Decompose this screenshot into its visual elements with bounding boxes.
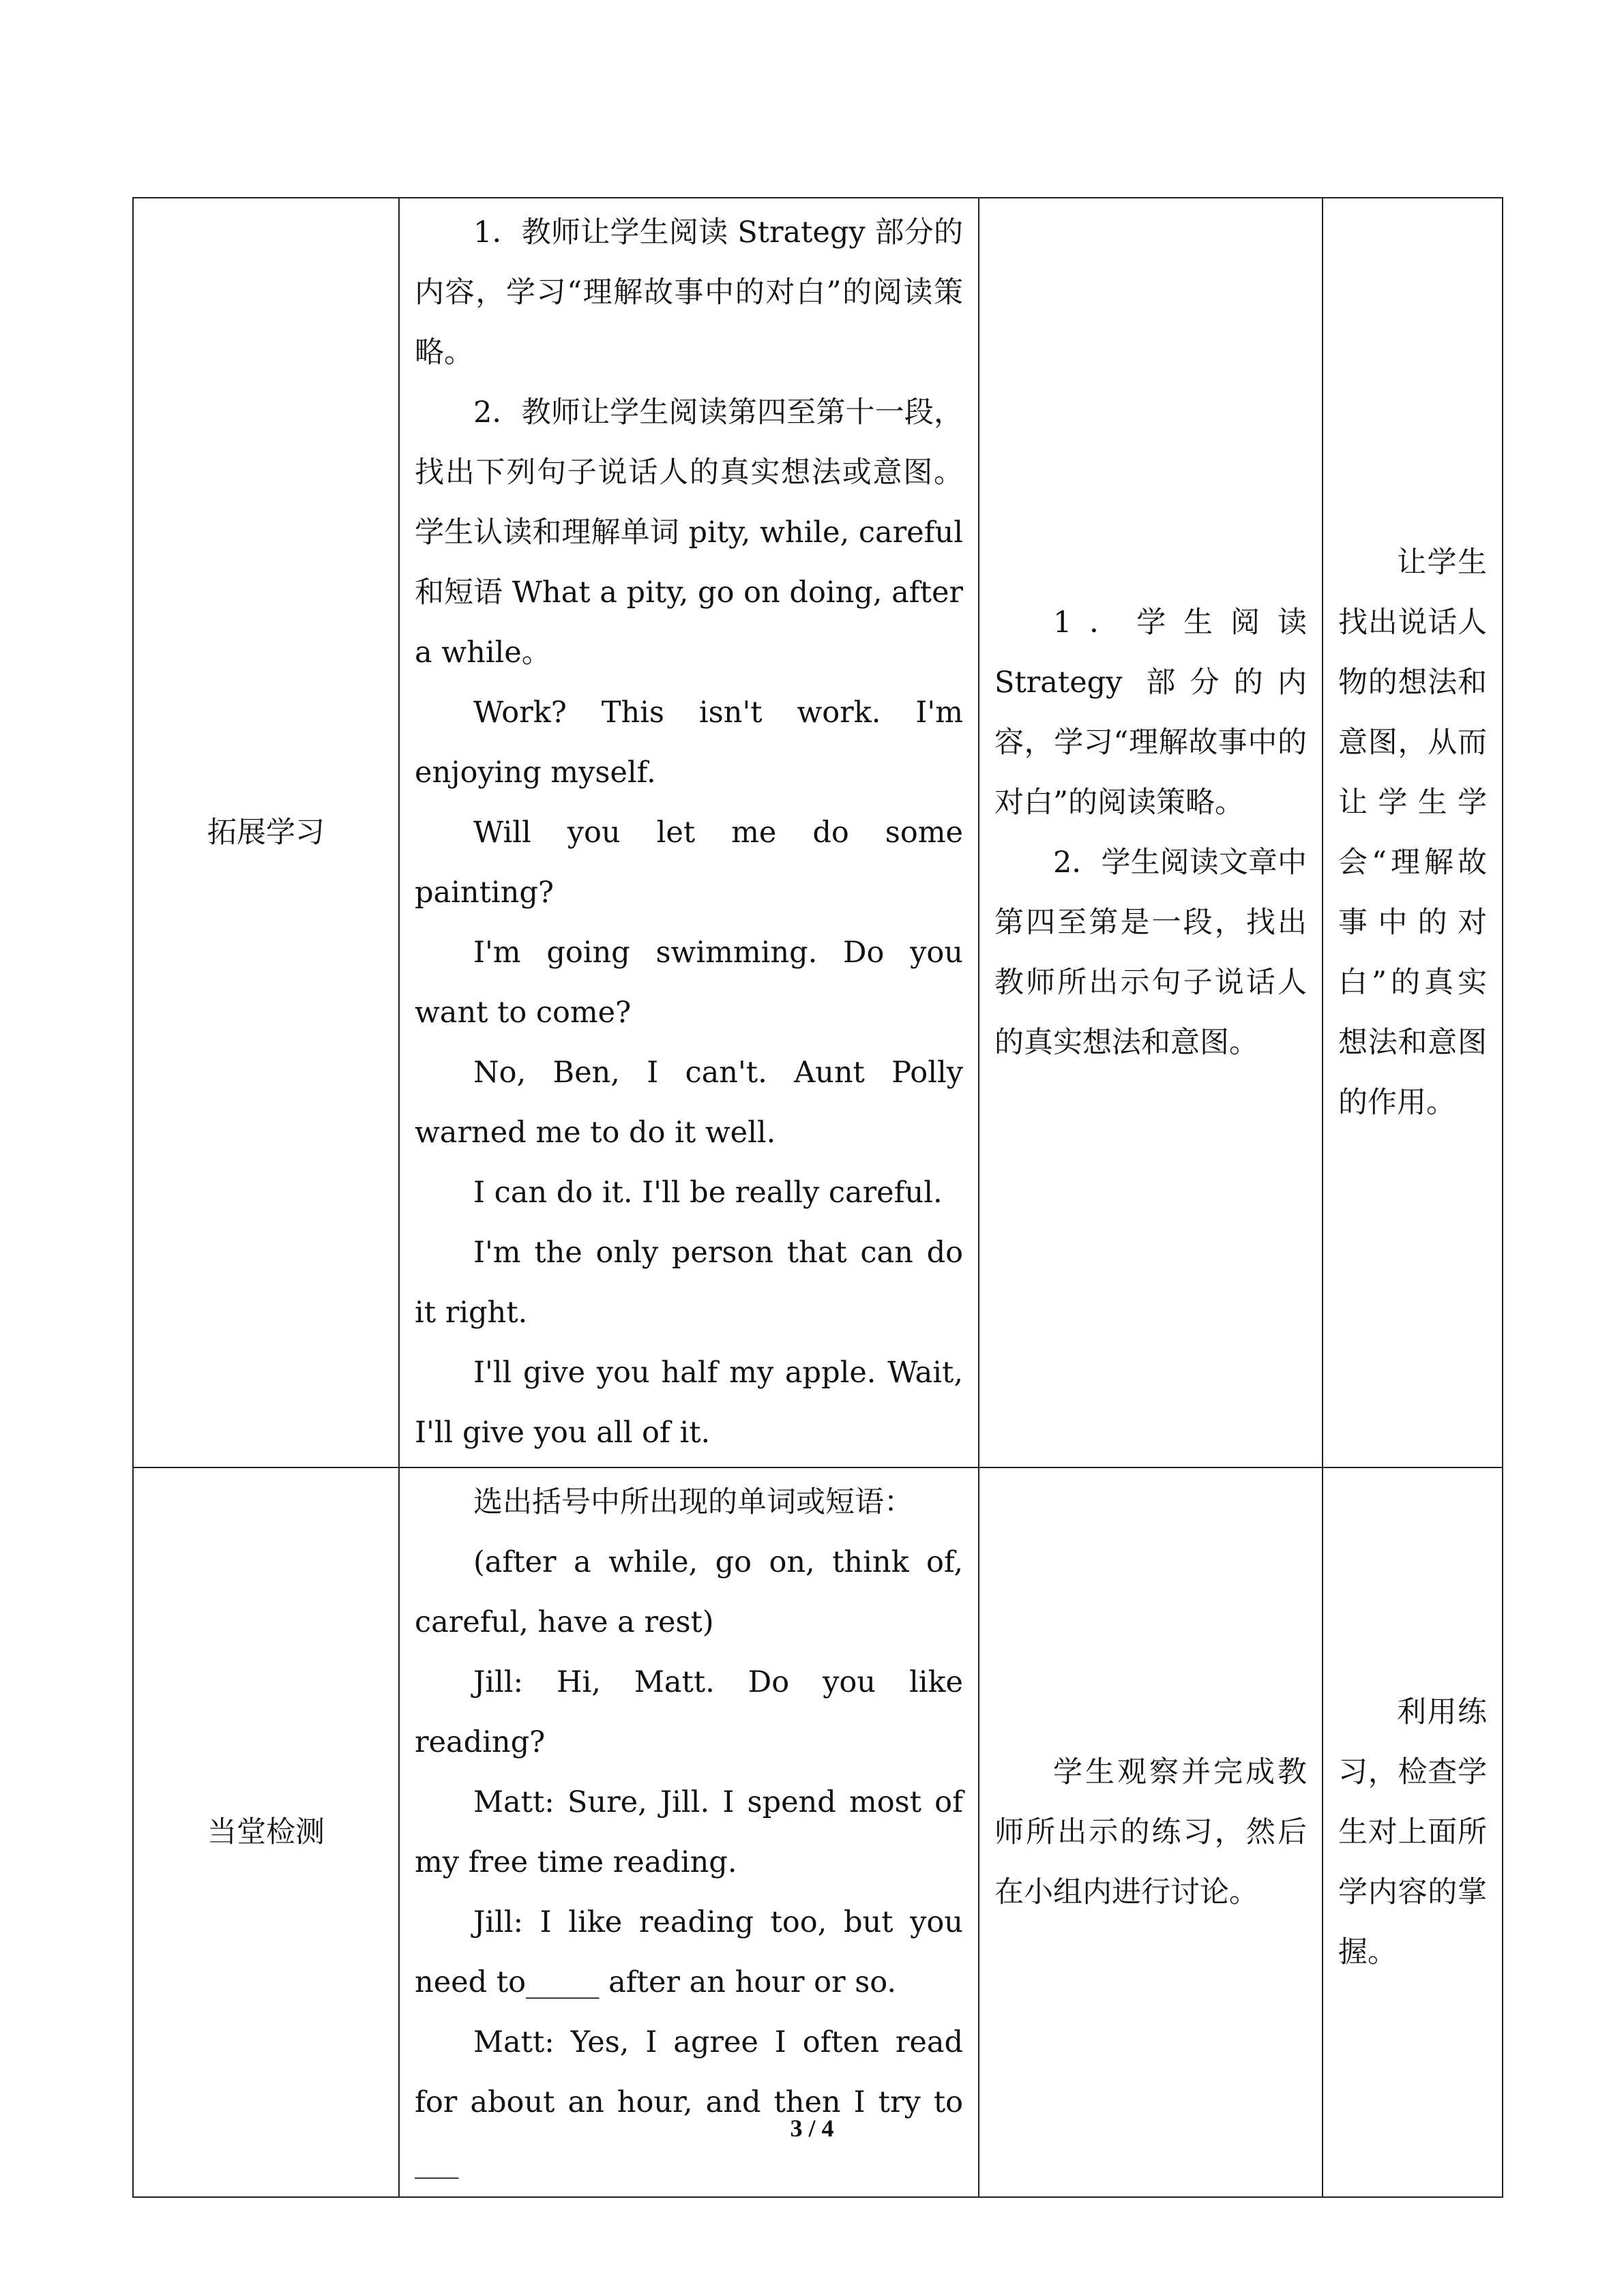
dialogue-line: Jill: I like reading too, but you need to_____ after an hour or so. — [415, 1905, 963, 1999]
dialogue-line: Work? This isn't work. I'm enjoying myself. — [415, 696, 963, 790]
student-line: 2．学生阅读文章中第四至第是一段，找出教师所出示句子说话人的真实想法和意图。 — [994, 846, 1307, 1060]
dialogue-line: No, Ben, I can't. Aunt Polly warned me to do it well. — [415, 1056, 963, 1150]
teacher-line: 2．教师让学生阅读第四至第十一段，找出下列句子说话人的真实想法或意图。学生认读和理解单词 pity, while, careful 和短语 What a pity, go on doing, after a while。 — [415, 396, 963, 670]
page-number: 3 / 4 — [790, 2115, 834, 2142]
teacher-activity-cell — [399, 1467, 979, 2197]
dialogue-line: I'm the only person that can do it right. — [415, 1236, 963, 1330]
purpose-cell — [1323, 1467, 1503, 2197]
purpose-text: 利用练习，检查学生对上面所学内容的掌握。 — [1338, 1695, 1487, 1969]
dialogue-line: Will you let me do some painting? — [415, 816, 963, 910]
purpose-cell — [1323, 198, 1503, 1467]
table-row-in-class-test — [133, 1467, 1503, 2197]
purpose-text: 让学生找出说话人物的想法和意图，从而让学生学会“理解故事中的对白”的真实想法和意图的作用。 — [1338, 546, 1487, 1120]
student-line: 1．学生阅读 Strategy 部分的内容，学习“理解故事中的对白”的阅读策略。 — [994, 606, 1307, 820]
student-line: 学生观察并完成教师所出示的练习，然后在小组内进行讨论。 — [994, 1755, 1307, 1909]
dialogue-line: I can do it. I'll be really careful. — [473, 1176, 943, 1210]
dialogue-line: I'm going swimming. Do you want to come? — [415, 936, 963, 1030]
student-activity-cell — [979, 198, 1323, 1467]
dialogue-line: Matt: Yes, I agree I often read for about an hour, and then I try to ___ — [415, 2025, 963, 2179]
dialogue-line: Jill: Hi, Matt. Do you like reading? — [415, 1665, 963, 1759]
teacher-line: 1．教师让学生阅读 Strategy 部分的内容，学习“理解故事中的对白”的阅读策略。 — [415, 215, 963, 370]
student-activity-cell — [979, 1467, 1323, 2197]
table-row-extension — [133, 198, 1503, 1467]
dialogue-line: I'll give you half my apple. Wait, I'll give you all of it. — [415, 1356, 963, 1450]
stage-cell: 拓展学习 — [133, 198, 399, 1467]
dialogue-line: Matt: Sure, Jill. I spend most of my free time reading. — [415, 1785, 963, 1879]
lesson-plan-table — [132, 197, 1503, 2198]
teacher-activity-cell — [399, 198, 979, 1467]
teacher-line: 选出括号中所出现的单词或短语： — [473, 1485, 913, 1519]
teacher-line: (after a while, go on, think of, careful, have a rest) — [415, 1545, 963, 1639]
stage-cell: 当堂检测 — [133, 1467, 399, 2197]
